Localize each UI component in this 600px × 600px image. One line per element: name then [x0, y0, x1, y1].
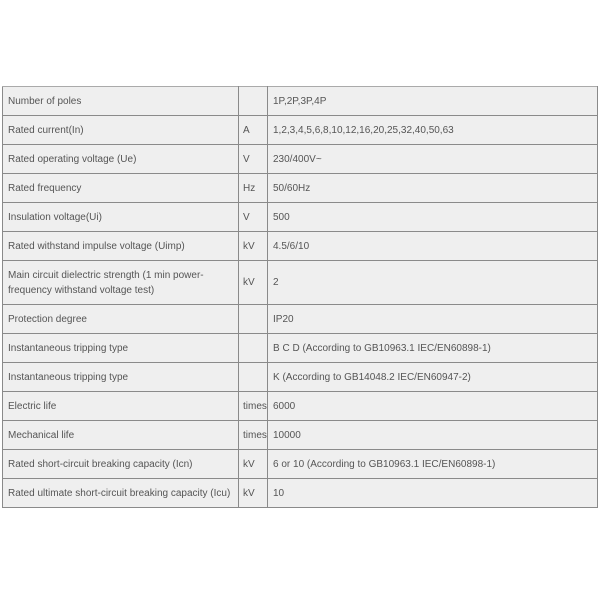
unit-cell: [239, 334, 268, 363]
spec-table-container: [2, 86, 598, 511]
table-row: [3, 363, 598, 392]
value-cell: IP20: [268, 305, 598, 334]
table-row: [3, 145, 598, 174]
value-cell: K (According to GB14048.2 IEC/EN60947-2): [268, 363, 598, 392]
value-cell: B C D (According to GB10963.1 IEC/EN60898-1): [268, 334, 598, 363]
parameter-cell: Rated operating voltage (Ue): [3, 145, 239, 174]
value-cell: 2: [268, 261, 598, 305]
table-row: [3, 203, 598, 232]
unit-cell: V: [239, 203, 268, 232]
parameter-cell: Rated withstand impulse voltage (Uimp): [3, 232, 239, 261]
table-row: [3, 261, 598, 305]
unit-cell: [239, 305, 268, 334]
table-row: [3, 305, 598, 334]
value-cell: 500: [268, 203, 598, 232]
table-row: [3, 116, 598, 145]
unit-cell: V: [239, 145, 268, 174]
parameter-cell: Rated current(In): [3, 116, 239, 145]
parameter-cell: Electric life: [3, 392, 239, 421]
value-cell: 4.5/6/10: [268, 232, 598, 261]
unit-cell: kV: [239, 450, 268, 479]
value-cell: 10: [268, 479, 598, 508]
unit-cell: [239, 87, 268, 116]
value-cell: 10000: [268, 421, 598, 450]
table-row: [3, 232, 598, 261]
unit-cell: kV: [239, 261, 268, 305]
unit-cell: Hz: [239, 174, 268, 203]
parameter-cell: Main circuit dielectric strength (1 min power-frequency withstand voltage test): [3, 261, 239, 305]
parameter-cell: Insulation voltage(Ui): [3, 203, 239, 232]
spec-table: [2, 86, 598, 508]
unit-cell: times: [239, 421, 268, 450]
unit-cell: [239, 363, 268, 392]
parameter-cell: Rated ultimate short-circuit breaking capacity (Icu): [3, 479, 239, 508]
parameter-cell: Rated frequency: [3, 174, 239, 203]
table-row: [3, 87, 598, 116]
unit-cell: kV: [239, 232, 268, 261]
unit-cell: times: [239, 392, 268, 421]
unit-cell: kV: [239, 479, 268, 508]
table-row: [3, 479, 598, 508]
table-row: [3, 334, 598, 363]
table-row: [3, 392, 598, 421]
parameter-cell: Instantaneous tripping type: [3, 334, 239, 363]
unit-cell: A: [239, 116, 268, 145]
value-cell: 1P,2P,3P,4P: [268, 87, 598, 116]
table-row: [3, 421, 598, 450]
value-cell: 50/60Hz: [268, 174, 598, 203]
table-row: [3, 174, 598, 203]
table-row: [3, 450, 598, 479]
parameter-cell: Mechanical life: [3, 421, 239, 450]
parameter-cell: Number of poles: [3, 87, 239, 116]
parameter-cell: Protection degree: [3, 305, 239, 334]
parameter-cell: Rated short-circuit breaking capacity (Icn): [3, 450, 239, 479]
value-cell: 230/400V~: [268, 145, 598, 174]
value-cell: 6 or 10 (According to GB10963.1 IEC/EN60898-1): [268, 450, 598, 479]
value-cell: 1,2,3,4,5,6,8,10,12,16,20,25,32,40,50,63: [268, 116, 598, 145]
parameter-cell: Instantaneous tripping type: [3, 363, 239, 392]
value-cell: 6000: [268, 392, 598, 421]
